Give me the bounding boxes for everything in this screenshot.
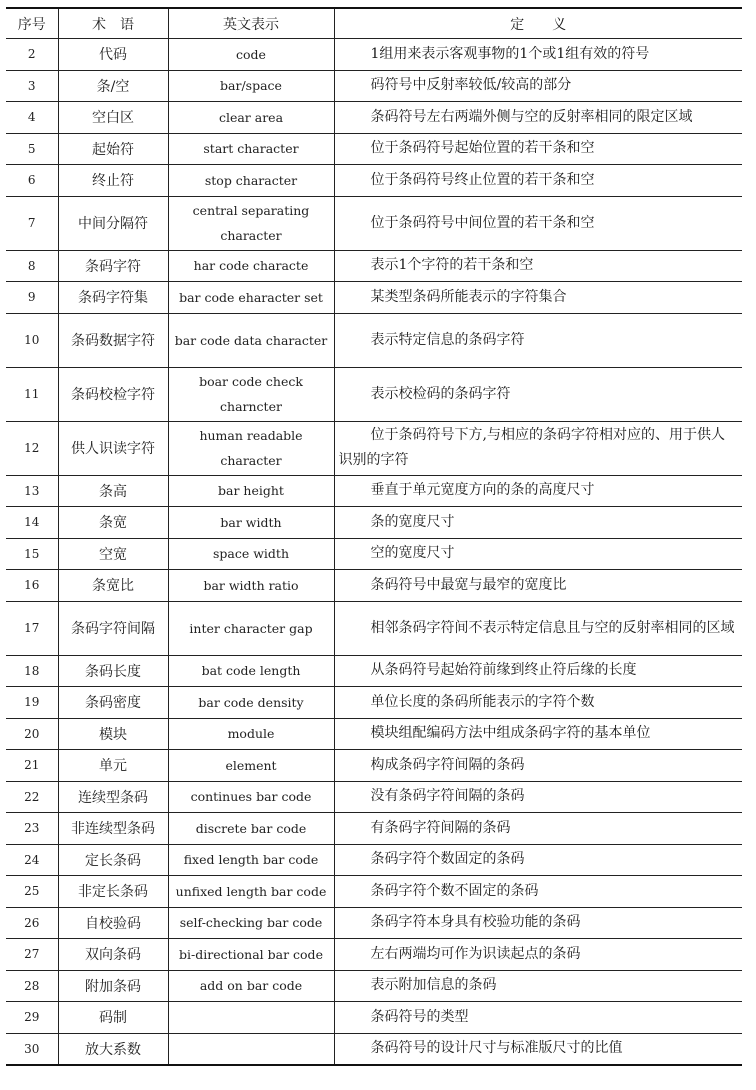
definition-text: 空的宽度尺寸 bbox=[370, 545, 455, 562]
table-row bbox=[6, 282, 742, 314]
term-cell: 条码密度 bbox=[58, 687, 168, 719]
definition-cell bbox=[334, 367, 742, 421]
row-number: 16 bbox=[6, 570, 58, 602]
table-row bbox=[6, 718, 742, 750]
definition-text: 垂直于单元宽度方向的条的高度尺寸 bbox=[370, 482, 595, 499]
term-cell: 供人识读字符 bbox=[58, 421, 168, 475]
english-cell: discrete bar code bbox=[168, 813, 334, 845]
definition-cell bbox=[334, 421, 742, 475]
definition-text: 码符号中反射率较低/较高的部分 bbox=[370, 77, 572, 94]
definition-text: 表示特定信息的条码字符 bbox=[370, 331, 525, 348]
english-cell: bar width bbox=[168, 507, 334, 539]
definition-cell bbox=[334, 102, 742, 134]
definition-cell bbox=[334, 876, 742, 908]
row-number: 24 bbox=[6, 844, 58, 876]
definition-text: 条码字符本身具有校验功能的条码 bbox=[370, 914, 581, 931]
english-cell: space width bbox=[168, 538, 334, 570]
row-number: 15 bbox=[6, 538, 58, 570]
term-cell: 条/空 bbox=[58, 70, 168, 102]
definition-cell bbox=[334, 939, 742, 971]
header-no: 序号 bbox=[6, 8, 58, 39]
definition-text: 模块组配编码方法中组成条码字符的基本单位 bbox=[370, 725, 651, 742]
row-number: 25 bbox=[6, 876, 58, 908]
definition-text: 条码字符个数固定的条码 bbox=[370, 851, 525, 868]
english-cell: bar code data character bbox=[168, 313, 334, 367]
table-row bbox=[6, 939, 742, 971]
table-row bbox=[6, 1033, 742, 1065]
definition-cell bbox=[334, 39, 742, 71]
term-cell: 终止符 bbox=[58, 165, 168, 197]
english-cell: bat code length bbox=[168, 655, 334, 687]
english-cell: inter character gap bbox=[168, 601, 334, 655]
table-row bbox=[6, 507, 742, 539]
definition-text: 左右两端均可作为识读起点的条码 bbox=[370, 945, 581, 962]
row-number: 6 bbox=[6, 165, 58, 197]
table-row bbox=[6, 781, 742, 813]
definition-text: 从条码符号起始符前缘到终止符后缘的长度 bbox=[370, 662, 637, 679]
english-cell: har code characte bbox=[168, 250, 334, 282]
definition-cell bbox=[334, 133, 742, 165]
table-row bbox=[6, 165, 742, 197]
definition-text: 有条码字符间隔的条码 bbox=[370, 819, 511, 836]
row-number: 11 bbox=[6, 367, 58, 421]
term-cell: 条码校检字符 bbox=[58, 367, 168, 421]
table-row bbox=[6, 813, 742, 845]
table-row bbox=[6, 367, 742, 421]
header-english: 英文表示 bbox=[168, 8, 334, 39]
definition-cell bbox=[334, 507, 742, 539]
row-number: 28 bbox=[6, 970, 58, 1002]
definition-cell bbox=[334, 570, 742, 602]
definition-text: 条的宽度尺寸 bbox=[370, 513, 455, 530]
term-cell: 条码长度 bbox=[58, 655, 168, 687]
definition-cell bbox=[334, 475, 742, 507]
definition-cell bbox=[334, 1002, 742, 1034]
definition-text: 构成条码字符间隔的条码 bbox=[370, 756, 525, 773]
table-row bbox=[6, 844, 742, 876]
table-row bbox=[6, 876, 742, 908]
definition-cell bbox=[334, 781, 742, 813]
term-cell: 条码字符集 bbox=[58, 282, 168, 314]
table-body bbox=[6, 39, 742, 1066]
definition-cell bbox=[334, 718, 742, 750]
term-cell: 空白区 bbox=[58, 102, 168, 134]
term-cell: 条码字符 bbox=[58, 250, 168, 282]
english-cell: bar code eharacter set bbox=[168, 282, 334, 314]
english-cell: boar code check charncter bbox=[168, 367, 334, 421]
definition-cell bbox=[334, 313, 742, 367]
term-cell: 起始符 bbox=[58, 133, 168, 165]
term-cell: 条宽 bbox=[58, 507, 168, 539]
definition-text: 表示1个字符的若干条和空 bbox=[370, 257, 534, 274]
row-number: 27 bbox=[6, 939, 58, 971]
header-term: 术 语 bbox=[58, 8, 168, 39]
definition-text: 条码符号左右两端外侧与空的反射率相同的限定区域 bbox=[370, 108, 693, 125]
definition-cell bbox=[334, 196, 742, 250]
definition-cell bbox=[334, 70, 742, 102]
english-cell: bar height bbox=[168, 475, 334, 507]
row-number: 30 bbox=[6, 1033, 58, 1065]
english-cell: add on bar code bbox=[168, 970, 334, 1002]
row-number: 29 bbox=[6, 1002, 58, 1034]
definition-text: 相邻条码字符间不表示特定信息且与空的反射率相同的区域 bbox=[370, 619, 735, 636]
row-number: 26 bbox=[6, 907, 58, 939]
row-number: 10 bbox=[6, 313, 58, 367]
table-row bbox=[6, 250, 742, 282]
definition-cell bbox=[334, 165, 742, 197]
term-cell: 模块 bbox=[58, 718, 168, 750]
term-cell: 双向条码 bbox=[58, 939, 168, 971]
row-number: 21 bbox=[6, 750, 58, 782]
terms-table bbox=[6, 7, 742, 1066]
table-row bbox=[6, 133, 742, 165]
definition-text: 位于条码符号中间位置的若干条和空 bbox=[370, 214, 595, 231]
table-row bbox=[6, 313, 742, 367]
definition-text: 位于条码符号终止位置的若干条和空 bbox=[370, 171, 595, 188]
row-number: 13 bbox=[6, 475, 58, 507]
english-cell: element bbox=[168, 750, 334, 782]
row-number: 22 bbox=[6, 781, 58, 813]
term-cell: 中间分隔符 bbox=[58, 196, 168, 250]
row-number: 5 bbox=[6, 133, 58, 165]
definition-text: 条码符号的类型 bbox=[370, 1008, 469, 1025]
english-cell: bar code density bbox=[168, 687, 334, 719]
row-number: 2 bbox=[6, 39, 58, 71]
term-cell: 放大系数 bbox=[58, 1033, 168, 1065]
definition-cell bbox=[334, 750, 742, 782]
definition-text: 条码符号中最宽与最窄的宽度比 bbox=[370, 576, 567, 593]
definition-text: 位于条码符号起始位置的若干条和空 bbox=[370, 140, 595, 157]
definition-text: 表示校检码的条码字符 bbox=[370, 385, 511, 402]
term-cell: 条码字符间隔 bbox=[58, 601, 168, 655]
table-row bbox=[6, 601, 742, 655]
row-number: 3 bbox=[6, 70, 58, 102]
definition-text: 条码符号的设计尺寸与标准版尺寸的比值 bbox=[370, 1040, 623, 1057]
english-cell: human readable character bbox=[168, 421, 334, 475]
english-cell: fixed length bar code bbox=[168, 844, 334, 876]
english-cell: start character bbox=[168, 133, 334, 165]
definition-cell bbox=[334, 282, 742, 314]
table-row bbox=[6, 421, 742, 475]
table-row bbox=[6, 196, 742, 250]
english-cell: bar/space bbox=[168, 70, 334, 102]
definition-text: 单位长度的条码所能表示的字符个数 bbox=[370, 693, 595, 710]
english-cell: bi-directional bar code bbox=[168, 939, 334, 971]
definition-text: 位于条码符号下方,与相应的条码字符相对应的、用于供人识别的字符 bbox=[338, 427, 725, 468]
row-number: 18 bbox=[6, 655, 58, 687]
header-row bbox=[6, 8, 742, 39]
english-cell: unfixed length bar code bbox=[168, 876, 334, 908]
definition-cell bbox=[334, 601, 742, 655]
table-row bbox=[6, 907, 742, 939]
definition-cell bbox=[334, 907, 742, 939]
definition-cell bbox=[334, 844, 742, 876]
table-row bbox=[6, 687, 742, 719]
definition-cell bbox=[334, 538, 742, 570]
definition-text: 表示附加信息的条码 bbox=[370, 977, 497, 994]
row-number: 20 bbox=[6, 718, 58, 750]
term-cell: 附加条码 bbox=[58, 970, 168, 1002]
table-row bbox=[6, 570, 742, 602]
term-cell: 非连续型条码 bbox=[58, 813, 168, 845]
term-cell: 单元 bbox=[58, 750, 168, 782]
term-cell: 代码 bbox=[58, 39, 168, 71]
table-row bbox=[6, 750, 742, 782]
definition-text: 1组用来表示客观事物的1个或1组有效的符号 bbox=[370, 45, 650, 62]
definition-cell bbox=[334, 1033, 742, 1065]
table-row bbox=[6, 475, 742, 507]
term-cell: 条码数据字符 bbox=[58, 313, 168, 367]
row-number: 4 bbox=[6, 102, 58, 134]
definition-cell bbox=[334, 813, 742, 845]
english-cell: module bbox=[168, 718, 334, 750]
definition-text: 某类型条码所能表示的字符集合 bbox=[370, 288, 567, 305]
row-number: 23 bbox=[6, 813, 58, 845]
english-cell: continues bar code bbox=[168, 781, 334, 813]
row-number: 14 bbox=[6, 507, 58, 539]
header-definition: 定 义 bbox=[334, 8, 742, 39]
table-row bbox=[6, 1002, 742, 1034]
english-cell: code bbox=[168, 39, 334, 71]
english-cell: stop character bbox=[168, 165, 334, 197]
english-cell: bar width ratio bbox=[168, 570, 334, 602]
table-row bbox=[6, 655, 742, 687]
row-number: 17 bbox=[6, 601, 58, 655]
table-row bbox=[6, 970, 742, 1002]
row-number: 8 bbox=[6, 250, 58, 282]
row-number: 7 bbox=[6, 196, 58, 250]
row-number: 19 bbox=[6, 687, 58, 719]
definition-text: 条码字符个数不固定的条码 bbox=[370, 882, 539, 899]
row-number: 12 bbox=[6, 421, 58, 475]
definition-cell bbox=[334, 655, 742, 687]
english-cell bbox=[168, 1033, 334, 1065]
row-number: 9 bbox=[6, 282, 58, 314]
term-cell: 自校验码 bbox=[58, 907, 168, 939]
table-row bbox=[6, 39, 742, 71]
table-row bbox=[6, 102, 742, 134]
term-cell: 定长条码 bbox=[58, 844, 168, 876]
term-cell: 非定长条码 bbox=[58, 876, 168, 908]
table-row bbox=[6, 538, 742, 570]
definition-cell bbox=[334, 970, 742, 1002]
term-cell: 码制 bbox=[58, 1002, 168, 1034]
table-header bbox=[6, 8, 742, 39]
english-cell bbox=[168, 1002, 334, 1034]
term-cell: 空宽 bbox=[58, 538, 168, 570]
definition-text: 没有条码字符间隔的条码 bbox=[370, 788, 525, 805]
table-row bbox=[6, 70, 742, 102]
definition-cell bbox=[334, 687, 742, 719]
term-cell: 条高 bbox=[58, 475, 168, 507]
english-cell: clear area bbox=[168, 102, 334, 134]
term-cell: 连续型条码 bbox=[58, 781, 168, 813]
term-cell: 条宽比 bbox=[58, 570, 168, 602]
definition-cell bbox=[334, 250, 742, 282]
english-cell: central separating character bbox=[168, 196, 334, 250]
english-cell: self-checking bar code bbox=[168, 907, 334, 939]
